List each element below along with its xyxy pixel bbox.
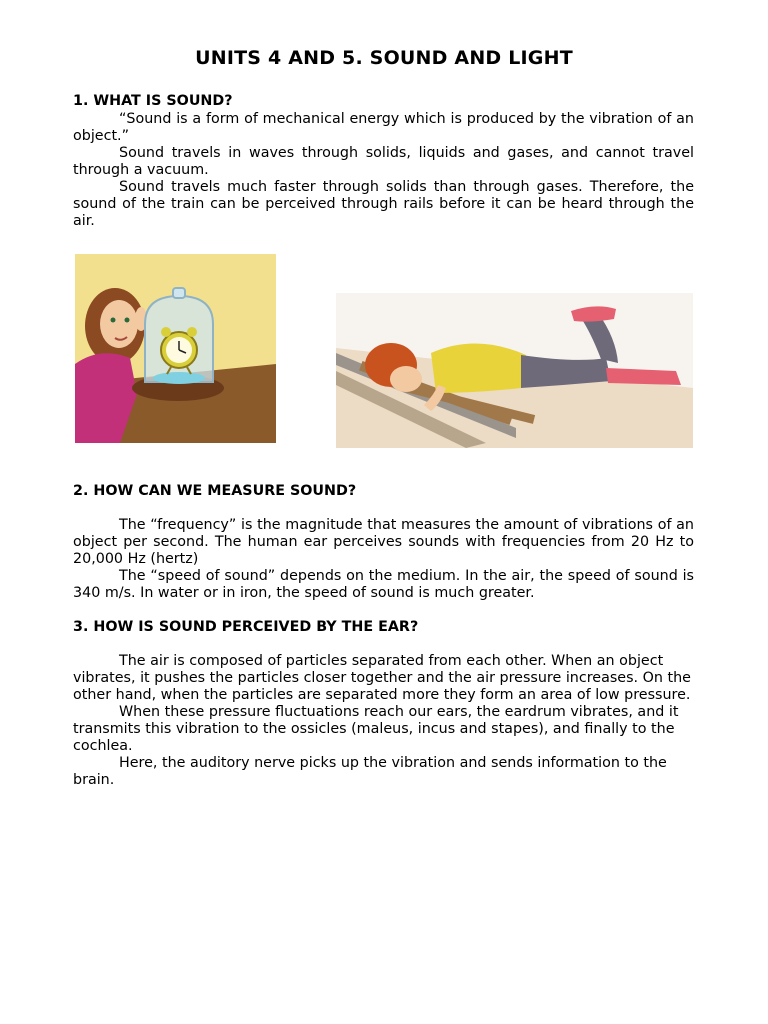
section-2-body	[73, 517, 694, 602]
document-title: UNITS 4 AND 5. SOUND AND LIGHT	[195, 47, 573, 69]
paragraph: The air is composed of particles separated from each other. When an object vibrates, it pushes the particles closer together and the air pressure increases. On the other hand, when the particles are separated more they form an area of low pressure.	[73, 653, 691, 703]
paragraph: “Sound is a form of mechanical energy which is produced by the vibration of an object.”	[73, 111, 694, 144]
rail-listening-illustration	[336, 293, 693, 448]
section-3-body	[73, 653, 694, 789]
paragraph: Sound travels in waves through solids, liquids and gases, and cannot travel through a vacuum.	[73, 145, 694, 178]
section-2-heading: 2. HOW CAN WE MEASURE SOUND?	[73, 483, 357, 499]
paragraph: When these pressure fluctuations reach our ears, the eardrum vibrates, and it transmits this vibration to the ossicles (maleus, incus and stapes), and finally to the cochlea.	[73, 704, 679, 754]
paragraph: The “speed of sound” depends on the medium. In the air, the speed of sound is 340 m/s. In water or in iron, the speed of sound is much greater.	[73, 568, 694, 601]
section-1-heading: 1. WHAT IS SOUND?	[73, 93, 233, 109]
section-3-heading: 3. HOW IS SOUND PERCEIVED BY THE EAR?	[73, 619, 419, 635]
paragraph: The “frequency” is the magnitude that measures the amount of vibrations of an object per second. The human ear perceives sounds with frequencies from 20 Hz to 20,000 Hz (hertz)	[73, 517, 694, 567]
bell-jar-illustration	[75, 254, 276, 443]
paragraph: Sound travels much faster through solids than through gases. Therefore, the sound of the train can be perceived through rails before it can be heard through the air.	[73, 179, 694, 229]
section-1-body	[73, 111, 694, 230]
paragraph: Here, the auditory nerve picks up the vibration and sends information to the brain.	[73, 755, 667, 788]
